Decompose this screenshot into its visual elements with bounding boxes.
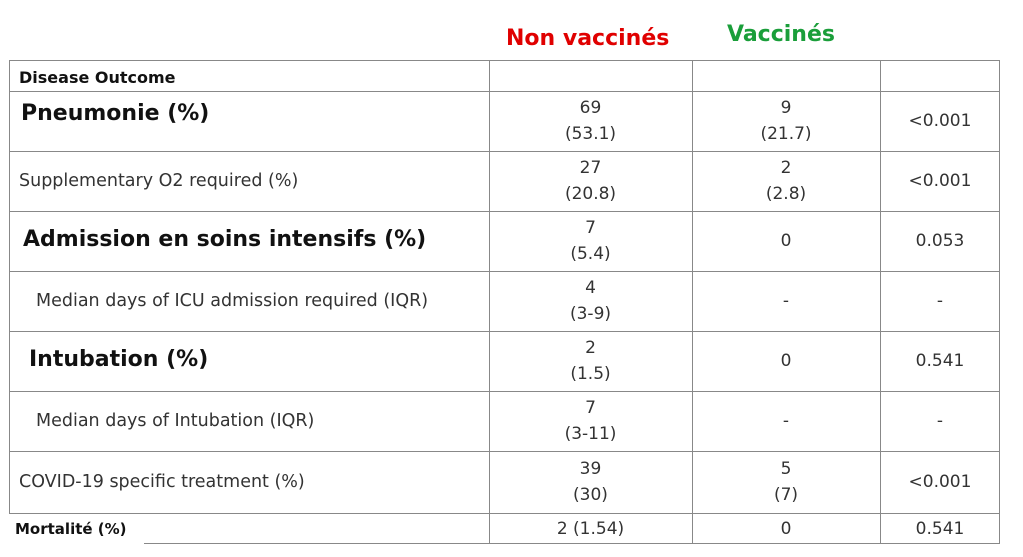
p-value: 0.053 <box>915 231 965 251</box>
cell-non-vaccines-o2 <box>489 151 692 211</box>
value: 0 <box>780 231 792 251</box>
table-title: Disease Outcome <box>19 67 176 87</box>
row-label-pneumonie: Pneumonie (%) <box>21 101 210 126</box>
p-value: <0.001 <box>908 472 972 492</box>
value: 4 <box>585 278 596 298</box>
percent: (53.1) <box>564 124 617 144</box>
p-value: 0.541 <box>915 519 965 539</box>
value: 39 <box>579 459 602 479</box>
value: 7 <box>585 398 596 418</box>
cell-non-vaccines-median-intubation <box>489 391 692 451</box>
header-vaccines: Vaccinés <box>727 22 835 47</box>
row-label-median-days-intubation: Median days of Intubation (IQR) <box>36 411 315 431</box>
cell-pvalue-covid-treatment <box>880 451 1000 513</box>
p-value: <0.001 <box>908 171 972 191</box>
cell-non-vaccines-median-icu <box>489 271 692 331</box>
value: 69 <box>579 98 602 118</box>
cell-non-vaccines-mortalite <box>489 513 692 545</box>
p-value: - <box>936 291 944 311</box>
value: 27 <box>579 158 602 178</box>
percent: (2.8) <box>765 184 807 204</box>
cell-pvalue-pneumonie <box>880 91 1000 151</box>
value: 2 (1.54) <box>556 519 625 539</box>
p-value: - <box>936 411 944 431</box>
cell-non-vaccines-intubation <box>489 331 692 391</box>
percent: (3-9) <box>569 304 612 324</box>
cell-vaccines-icu <box>692 211 880 271</box>
cell-vaccines-median-icu <box>692 271 880 331</box>
cell-vaccines-pneumonie <box>692 91 880 151</box>
cell-vaccines-median-intubation <box>692 391 880 451</box>
row-label-covid-treatment: COVID-19 specific treatment (%) <box>19 472 305 492</box>
cell-non-vaccines-covid-treatment <box>489 451 692 513</box>
cell-pvalue-o2 <box>880 151 1000 211</box>
value: 2 <box>780 158 792 178</box>
percent: (20.8) <box>564 184 617 204</box>
value: 0 <box>780 351 792 371</box>
row-label-mortalite: Mortalité (%) <box>15 520 127 538</box>
percent: (3-11) <box>564 424 617 444</box>
cell-vaccines-covid-treatment <box>692 451 880 513</box>
cell-pvalue-icu <box>880 211 1000 271</box>
value: 5 <box>780 459 792 479</box>
percent: (21.7) <box>760 124 812 144</box>
value: - <box>782 291 790 311</box>
cell-pvalue-mortalite <box>880 513 1000 545</box>
row-label-intubation: Intubation (%) <box>29 347 209 372</box>
value: 9 <box>780 98 792 118</box>
cell-vaccines-o2 <box>692 151 880 211</box>
percent: (5.4) <box>570 244 611 264</box>
disease-outcome-table <box>9 60 1000 543</box>
cell-vaccines-mortalite <box>692 513 880 545</box>
percent: (1.5) <box>570 364 611 384</box>
cell-pvalue-median-intubation <box>880 391 1000 451</box>
value: 7 <box>585 218 596 238</box>
p-value: <0.001 <box>908 111 972 131</box>
header-non-vaccines: Non vaccinés <box>506 26 670 51</box>
percent: (30) <box>573 485 608 505</box>
row-label-median-days-icu: Median days of ICU admission required (IQR) <box>36 291 429 311</box>
cell-pvalue-median-icu <box>880 271 1000 331</box>
cell-non-vaccines-icu <box>489 211 692 271</box>
value: 0 <box>780 519 792 539</box>
value: 2 <box>585 338 596 358</box>
row-label-supplementary-o2: Supplementary O2 required (%) <box>19 171 299 191</box>
p-value: 0.541 <box>915 351 965 371</box>
row-label-admission-soins-intensifs: Admission en soins intensifs (%) <box>23 227 427 252</box>
value: - <box>782 411 790 431</box>
percent: (7) <box>773 485 799 505</box>
cell-vaccines-intubation <box>692 331 880 391</box>
cell-non-vaccines-pneumonie <box>489 91 692 151</box>
cell-pvalue-intubation <box>880 331 1000 391</box>
